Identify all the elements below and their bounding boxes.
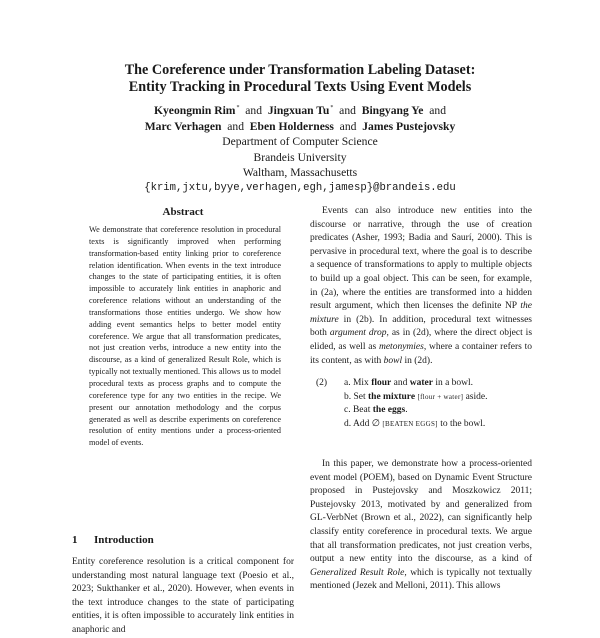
author-name: Kyeongmin Rim bbox=[153, 104, 236, 117]
item-text: Add ∅ bbox=[352, 418, 383, 429]
bold-entity: the mixture bbox=[368, 391, 416, 402]
author-conjunction: and bbox=[339, 104, 356, 117]
bold-entity: water bbox=[409, 378, 433, 388]
item-text: Beat bbox=[352, 405, 373, 416]
author-line-2 bbox=[0, 119, 600, 135]
author-emails: {krim,jxtu,byye,verhagen,egh,jamesp}@brandeis.edu bbox=[144, 181, 456, 194]
paragraph-text: in (2d). bbox=[402, 355, 433, 366]
department: Department of Computer Science bbox=[222, 135, 378, 149]
example-number: (2) bbox=[316, 378, 328, 388]
right-paragraph-1 bbox=[310, 205, 532, 368]
emphasis-text: Generalized Result Role bbox=[310, 567, 405, 578]
emphasis-text: metonymies bbox=[378, 341, 424, 352]
item-label: c. bbox=[344, 405, 351, 416]
author-name: James Pustejovsky bbox=[362, 119, 456, 133]
paragraph-text: , as in (2d), where the direct object is elided, as well as bbox=[310, 328, 533, 352]
bold-entity: the eggs bbox=[372, 405, 406, 416]
emphasis-text: the mixture bbox=[310, 301, 532, 325]
item-text: to the bowl. bbox=[437, 418, 486, 429]
result-annotation: [BEATEN EGGS] bbox=[382, 419, 438, 428]
item-label: d. bbox=[344, 418, 352, 429]
title-line-1: The Coreference under Transformation Labeling Dataset: bbox=[124, 62, 476, 78]
abstract-text: We demonstrate that coreference resolution in procedural texts is significantly improved when performing transformation-based entity linking prior to coreference relation identification. When events in the text introduce changes to the state of participating entities, it is often impossible to accurately link entities in anaphoric and coreference relations without an understanding of the transformations those entities undergo. We show how adding event semantics helps to better model entity coreference. We argue that all transformation predicates, not just creation verbs, introduce a new entity into the discourse, as a kind of generalized Result Role, which is typically not textually mentioned. This allows us to model procedural texts as process graphs and to compute the coreference type for any two entities in the recipe. We present our annotation methodology and the corpus generated as well as describe experiments on coreference resolution of entity mentions under a process-oriented model of events. bbox=[89, 225, 281, 448]
paragraph-text: , where a container refers to its content, as with bbox=[310, 341, 532, 366]
item-text: in a bowl. bbox=[432, 378, 474, 388]
author-conjunction: and bbox=[429, 104, 447, 117]
example-item-b bbox=[310, 391, 532, 405]
section-number: 1 bbox=[72, 534, 78, 546]
example-item-c bbox=[310, 404, 532, 418]
city: Waltham, Massachusetts bbox=[242, 166, 358, 180]
item-text: and bbox=[391, 378, 410, 388]
item-text: Set bbox=[353, 391, 369, 402]
paragraph-text: in (2b). In addition, procedural text witnesses both bbox=[310, 314, 532, 339]
section-heading bbox=[72, 534, 154, 546]
author-line-1 bbox=[0, 101, 600, 119]
equal-contribution-mark: * bbox=[236, 105, 240, 111]
item-label: b. bbox=[344, 391, 352, 402]
example-item-a bbox=[310, 377, 532, 391]
paper-title bbox=[0, 62, 600, 96]
section-title: Introduction bbox=[94, 534, 154, 546]
item-text: . bbox=[405, 405, 408, 416]
equal-contribution-mark: * bbox=[330, 105, 334, 111]
paragraph-text: , which is typically not textually mentioned (Jezek and Melloni, 2011). This allows bbox=[310, 567, 532, 592]
bold-entity: flour bbox=[371, 378, 392, 388]
author-conjunction: and bbox=[245, 104, 263, 117]
item-label: a. bbox=[344, 378, 351, 388]
example-2 bbox=[310, 377, 532, 431]
item-text: Mix bbox=[352, 378, 372, 388]
emphasis-text: bowl bbox=[383, 355, 403, 366]
author-conjunction: and bbox=[339, 119, 357, 133]
author-name: Bingyang Ye bbox=[361, 104, 424, 117]
result-annotation: [flour + water] bbox=[417, 392, 464, 401]
university: Brandeis University bbox=[253, 150, 347, 164]
paragraph-text: In this paper, we demonstrate how a process-oriented event model (POEM), based on Dynamic Event Structure proposed in Pustejovsky and Moszkowicz 2011; Pustejovsky 2013, motivated by and generalized from GL-VerbNet (Brown et al., 2022), can significantly help classify entity coreference in procedural texts. We argue that all transformation predicates, not just creation verbs, output a new entity into the discourse, as a kind of bbox=[310, 459, 532, 565]
abstract-heading: Abstract bbox=[162, 206, 204, 218]
emphasis-text: argument drop bbox=[329, 328, 387, 339]
author-name: Eben Holderness bbox=[249, 119, 334, 133]
author-name: Marc Verhagen bbox=[144, 119, 222, 133]
author-conjunction: and bbox=[227, 119, 244, 133]
title-line-2: Entity Tracking in Procedural Texts Using Event Models bbox=[128, 79, 472, 95]
paragraph-text: Events can also introduce new entities into the discourse or narrative, through the use of creation predicates (Asher, 1993; Badia and Saurí, 2000). This is pervasive in procedural text, where the goal is to describe a sequence of transformations to apply to multiple objects to build up a goal object. This can be seen, for example, in (2a), where the entities are transformed into a hidden result argument, which then licenses the definite NP bbox=[310, 206, 532, 312]
author-block bbox=[0, 101, 600, 197]
right-paragraph-2 bbox=[310, 458, 532, 594]
item-text: aside. bbox=[463, 391, 488, 402]
introduction-text: Entity coreference resolution is a critical component for understanding most natural language text (Poesio et al., 2023; Sukthanker et al., 2020). However, when events in the text introduce changes to the state of participating entities, it is often impossible to accurately link entities in anaphoric and bbox=[72, 557, 294, 635]
author-name: Jingxuan Tu bbox=[267, 104, 330, 117]
example-item-d bbox=[310, 418, 532, 432]
